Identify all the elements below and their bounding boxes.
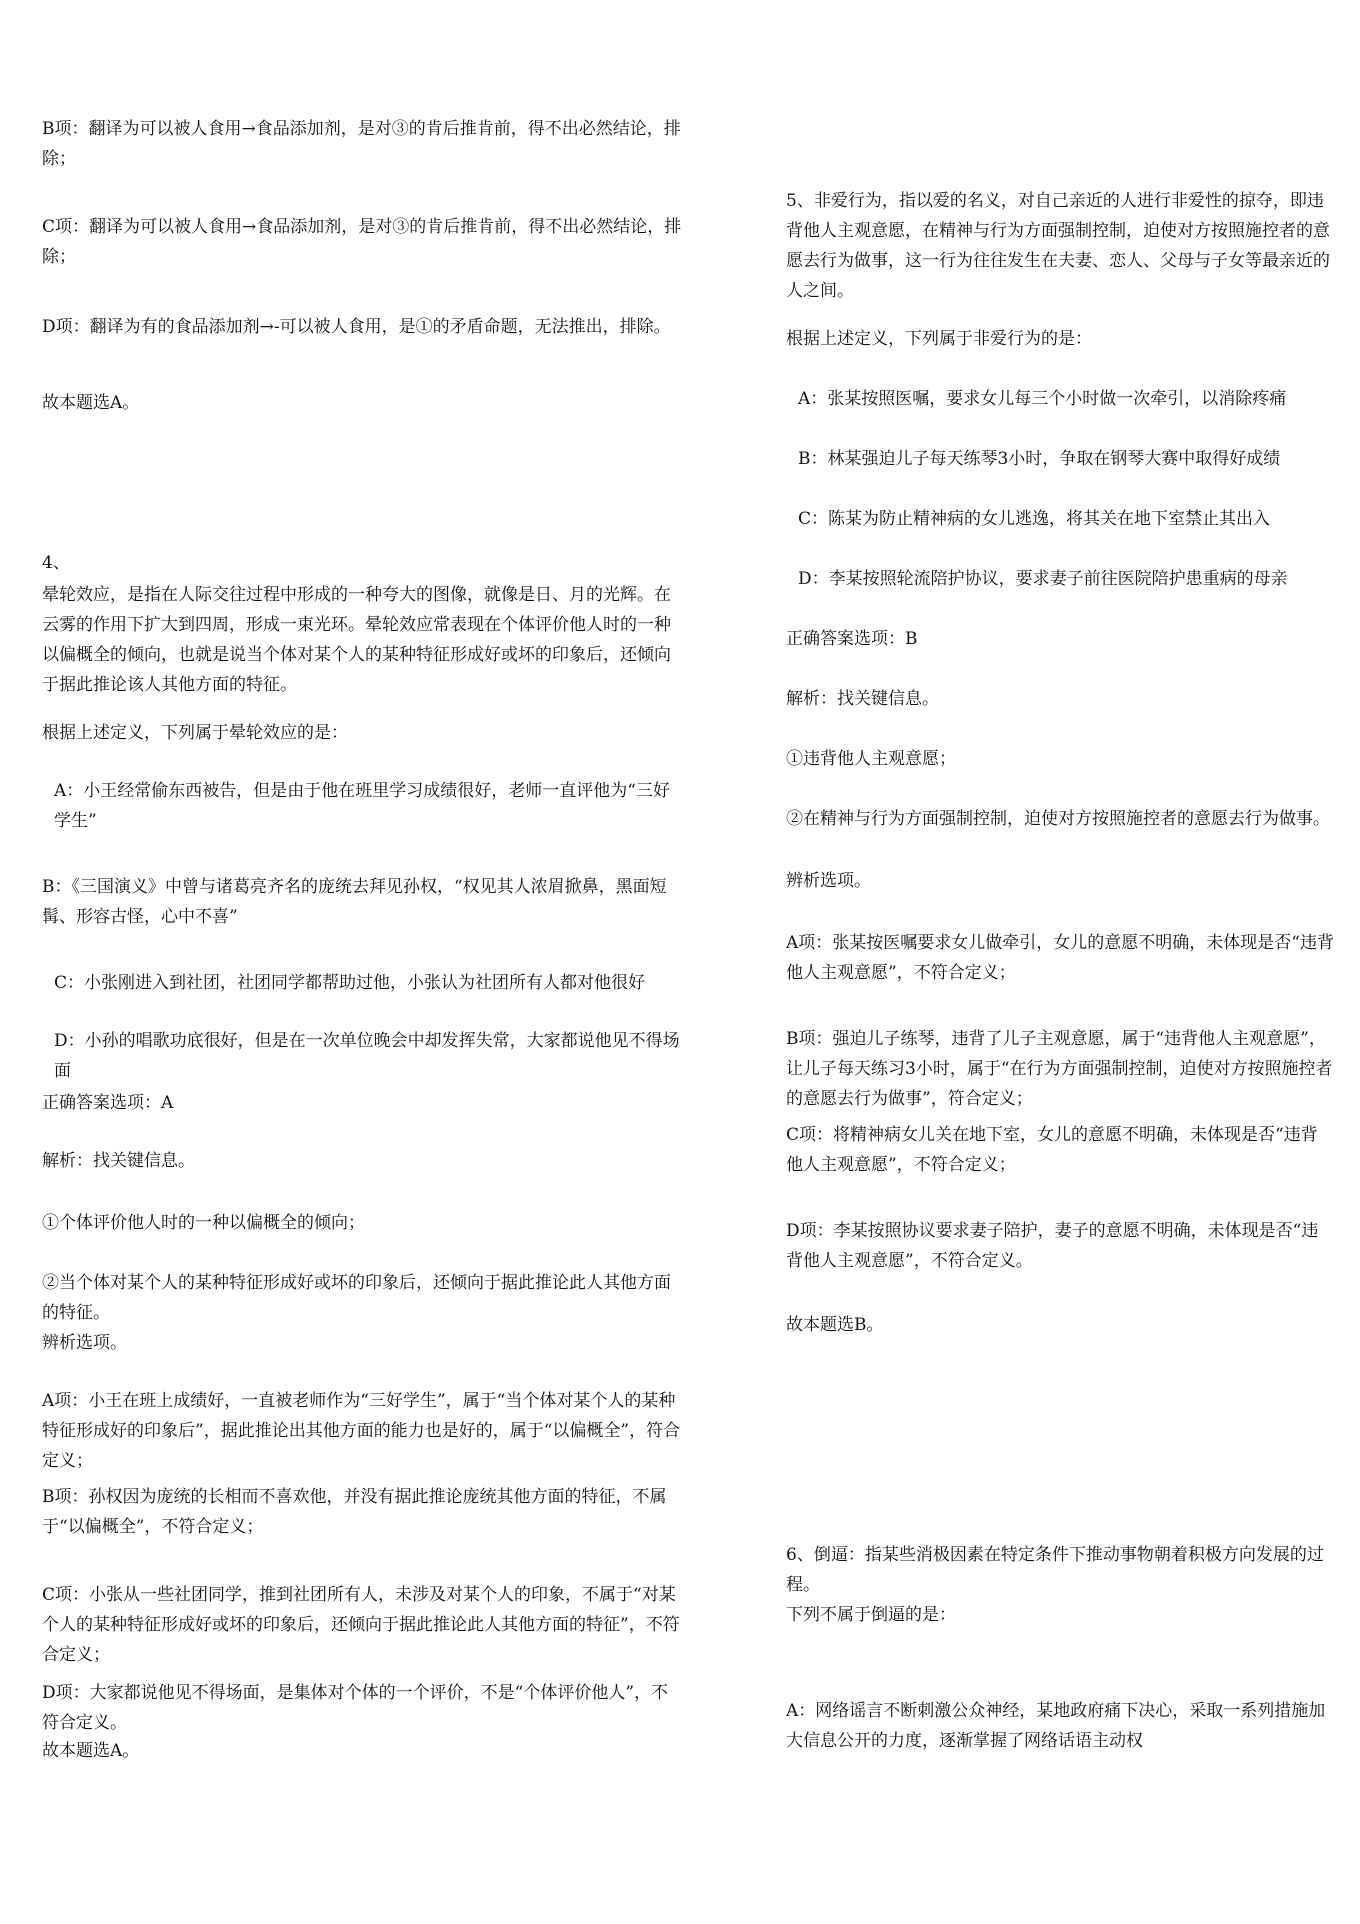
q4-option-c: C：小张刚进入到社团，社团同学都帮助过他，小张认为社团所有人都对他很好 [54, 973, 646, 993]
q4-answer: 正确答案选项：A [42, 1093, 174, 1113]
q4-option-b: B：《三国演义》中曾与诸葛亮齐名的庞统去拜见孙权，“权见其人浓眉掀鼻，黑面短髯、形容古怪，心中不喜” [42, 877, 667, 927]
q4-key-point-1: ①个体评价他人时的一种以偏概全的倾向； [42, 1213, 365, 1233]
q5-explanation-b: B项：强迫儿子练琴，违背了儿子主观意愿，属于“违背他人主观意愿”，让儿子每天练习3小时，属于“在行为方面强制控制，迫使对方按照施控者的意愿去行为做事”，符合定义； [786, 1029, 1333, 1109]
q3-option-c-explanation: C项：翻译为可以被人食用→食品添加剂，是对③的肯后推肯前，得不出必然结论，排除； [42, 217, 682, 267]
q4-analysis-intro: 解析：找关键信息。 [42, 1151, 195, 1171]
q5-question: 根据上述定义，下列属于非爱行为的是： [786, 329, 1092, 349]
q4-option-d: D：小孙的唱歌功底很好，但是在一次单位晚会中却发挥失常，大家都说他见不得场面 [54, 1031, 680, 1081]
q3-option-b-explanation: B项：翻译为可以被人食用→食品添加剂，是对③的肯后推肯前，得不出必然结论，排除； [42, 119, 681, 169]
q5-explanation-d: D项：李某按照协议要求妻子陪护，妻子的意愿不明确，未体现是否“违背他人主观意愿”，不符合定义。 [786, 1221, 1319, 1271]
q5-option-d: D：李某按照轮流陪护协议，要求妻子前往医院陪护患重病的母亲 [798, 569, 1288, 589]
q5-explanation-c: C项：将精神病女儿关在地下室，女儿的意愿不明确，未体现是否“违背他人主观意愿”，不符合定义； [786, 1125, 1318, 1175]
q4-discriminate: 辨析选项。 [42, 1333, 127, 1353]
q5-option-c: C：陈某为防止精神病的女儿逃逸，将其关在地下室禁止其出入 [798, 509, 1271, 529]
q5-discriminate: 辨析选项。 [786, 871, 871, 891]
q5-explanation-a: A项：张某按医嘱要求女儿做牵引，女儿的意愿不明确，未体现是否“违背他人主观意愿”，不符合定义； [786, 933, 1334, 983]
q5-key-point-1: ①违背他人主观意愿； [786, 749, 956, 769]
q5-key-point-2: ②在精神与行为方面强制控制，迫使对方按照施控者的意愿去行为做事。 [786, 809, 1330, 829]
q4-question: 根据上述定义，下列属于晕轮效应的是： [42, 723, 348, 743]
q5-analysis-intro: 解析：找关键信息。 [786, 689, 939, 709]
q4-explanation-d: D项：大家都说他见不得场面，是集体对个体的一个评价，不是“个体评价他人”，不符合定义。 [42, 1683, 669, 1733]
q6-option-a: A：网络谣言不断刺激公众神经，某地政府痛下决心，采取一系列措施加大信息公开的力度，逐渐掌握了网络话语主动权 [786, 1701, 1326, 1751]
q4-key-point-2: ②当个体对某个人的某种特征形成好或坏的印象后，还倾向于据此推论此人其他方面的特征。 [42, 1273, 671, 1323]
q3-conclusion: 故本题选A。 [42, 393, 140, 413]
q5-conclusion: 故本题选B。 [786, 1315, 884, 1335]
q4-explanation-c: C项：小张从一些社团同学，推到社团所有人，未涉及对某个人的印象，不属于“对某个人的某种特征形成好或坏的印象后，还倾向于据此推论此人其他方面的特征”，不符合定义； [42, 1585, 680, 1665]
q4-explanation-a: A项：小王在班上成绩好，一直被老师作为“三好学生”，属于“当个体对某个人的某种特征形成好的印象后”，据此推论出其他方面的能力也是好的，属于“以偏概全”，符合定义； [42, 1391, 681, 1471]
q3-option-d-explanation: D项：翻译为有的食品添加剂→-可以被人食用，是①的矛盾命题，无法推出，排除。 [42, 317, 671, 337]
q5-option-a: A：张某按照医嘱，要求女儿每三个小时做一次牵引，以消除疼痛 [798, 389, 1287, 409]
q6-definition: 6、倒逼：指某些消极因素在特定条件下推动事物朝着积极方向发展的过程。 [786, 1545, 1324, 1595]
q6-question: 下列不属于倒逼的是： [786, 1605, 956, 1625]
q4-number: 4、 [42, 553, 70, 573]
q4-conclusion: 故本题选A。 [42, 1741, 140, 1761]
q5-answer: 正确答案选项：B [786, 629, 918, 649]
q5-definition: 5、非爱行为，指以爱的名义，对自己亲近的人进行非爱性的掠夺，即违背他人主观意愿，在精神与行为方面强制控制，迫使对方按照施控者的意愿去行为做事，这一行为往往发生在夫妻、恋人、父母与子女等最亲近的人之间。 [786, 191, 1330, 301]
q4-explanation-b: B项：孙权因为庞统的长相而不喜欢他，并没有据此推论庞统其他方面的特征，不属于“以偏概全”，不符合定义； [42, 1487, 667, 1537]
q4-option-a: A：小王经常偷东西被告，但是由于他在班里学习成绩很好，老师一直评他为“三好学生” [54, 781, 670, 831]
q5-option-b: B：林某强迫儿子每天练琴3小时，争取在钢琴大赛中取得好成绩 [798, 449, 1281, 469]
q4-definition: 晕轮效应，是指在人际交往过程中形成的一种夸大的图像，就像是日、月的光辉。在云雾的作用下扩大到四周，形成一束光环。晕轮效应常表现在个体评价他人时的一种以偏概全的倾向，也就是说当个体对某个人的某种特征形成好或坏的印象后，还倾向于据此推论该人其他方面的特征。 [42, 585, 671, 695]
